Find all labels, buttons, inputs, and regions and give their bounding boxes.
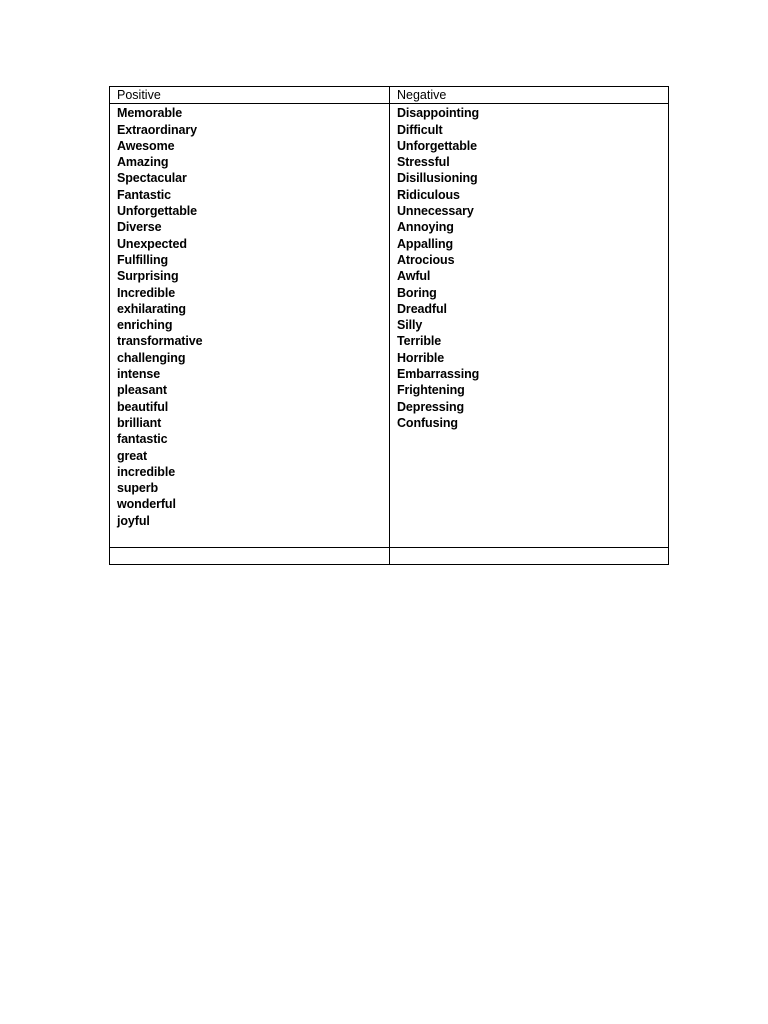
negative-word: Terrible xyxy=(397,334,442,349)
table-empty-row xyxy=(110,548,669,565)
positive-word: wonderful xyxy=(117,497,176,512)
negative-word: Horrible xyxy=(397,350,445,365)
positive-word: Fulfilling xyxy=(117,252,169,267)
table-row xyxy=(110,104,669,548)
positive-word: intense xyxy=(117,367,161,382)
header-positive: Positive xyxy=(110,87,390,104)
negative-word: Disillusioning xyxy=(397,171,478,186)
positive-word: Unexpected xyxy=(117,236,187,251)
positive-word: Extraordinary xyxy=(117,122,197,137)
positive-word: transformative xyxy=(117,334,203,349)
header-negative: Negative xyxy=(390,87,669,104)
positive-word: beautiful xyxy=(117,399,169,414)
negative-word: Dreadful xyxy=(397,301,447,316)
negative-word-list xyxy=(390,104,669,548)
positive-word: Fantastic xyxy=(117,187,171,202)
empty-cell-left xyxy=(110,548,390,565)
positive-word: pleasant xyxy=(117,383,167,398)
negative-word: Atrocious xyxy=(397,252,455,267)
negative-word: Stressful xyxy=(397,155,450,170)
negative-word: Appalling xyxy=(397,236,454,251)
negative-word: Unforgettable xyxy=(397,138,477,153)
positive-word: brilliant xyxy=(117,415,162,430)
positive-word: Unforgettable xyxy=(117,204,197,219)
positive-word: challenging xyxy=(117,350,186,365)
positive-word: Surprising xyxy=(117,269,179,284)
positive-word: Awesome xyxy=(117,138,175,153)
negative-word: Silly xyxy=(397,318,423,333)
positive-word: Memorable xyxy=(117,106,183,121)
positive-word: great xyxy=(117,448,148,463)
positive-word: Spectacular xyxy=(117,171,187,186)
positive-word: Incredible xyxy=(117,285,176,300)
negative-word: Ridiculous xyxy=(397,187,460,202)
positive-word: joyful xyxy=(117,513,150,528)
negative-word: Embarrassing xyxy=(397,367,480,382)
negative-word: Confusing xyxy=(397,415,458,430)
negative-word: Annoying xyxy=(397,220,454,235)
positive-word: incredible xyxy=(117,464,176,479)
positive-word: exhilarating xyxy=(117,301,186,316)
negative-word: Depressing xyxy=(397,399,465,414)
negative-word: Boring xyxy=(397,285,437,300)
positive-word: Diverse xyxy=(117,220,162,235)
positive-word: superb xyxy=(117,481,159,496)
negative-word: Difficult xyxy=(397,122,443,137)
positive-word: fantastic xyxy=(117,432,168,447)
empty-cell-right xyxy=(390,548,669,565)
positive-word-list xyxy=(110,104,390,548)
positive-word: enriching xyxy=(117,318,173,333)
word-table xyxy=(109,86,669,565)
negative-word: Unnecessary xyxy=(397,204,474,219)
negative-word: Frightening xyxy=(397,383,465,398)
negative-word: Disappointing xyxy=(397,106,480,121)
table-header-row xyxy=(110,87,669,104)
negative-word: Awful xyxy=(397,269,431,284)
positive-word: Amazing xyxy=(117,155,169,170)
